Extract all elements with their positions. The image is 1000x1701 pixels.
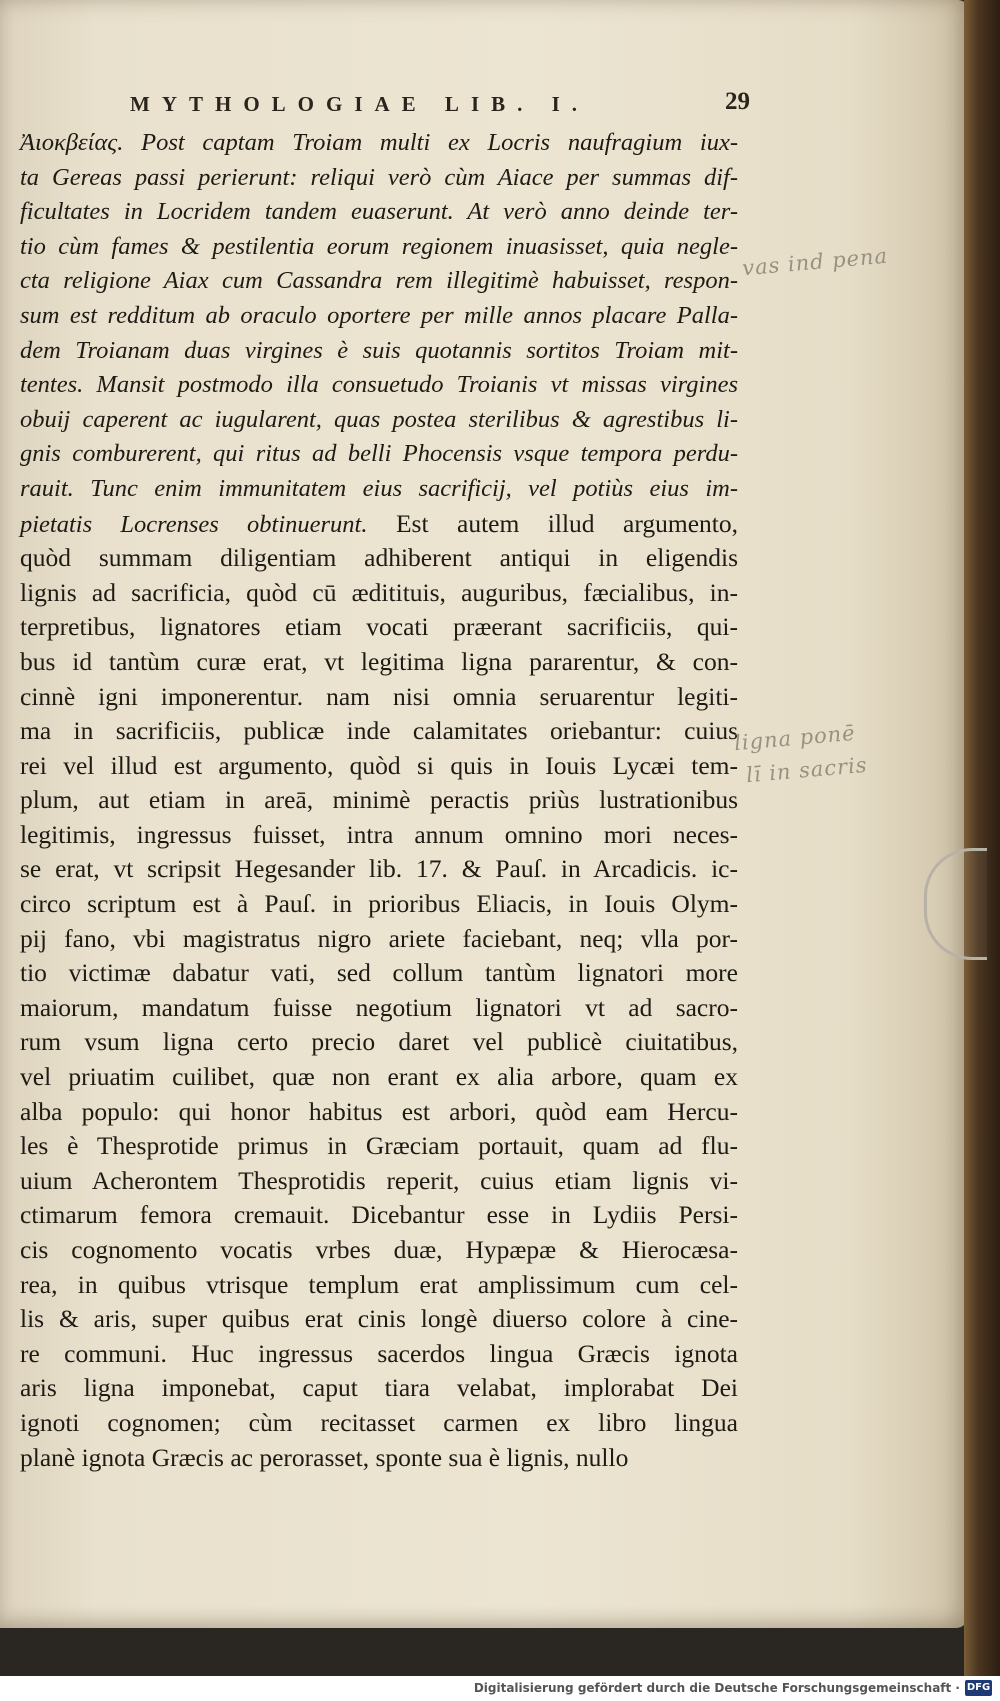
text-line: obuij caperent ac iugularent, quas postea sterilibus & agrestibus li-	[20, 405, 738, 433]
text-line: se erat, vt scripsit Hegesander lib. 17. & Pauſ. in Arcadicis. ic-	[20, 854, 738, 884]
text-line: cis cognomento vocatis vrbes duæ, Hypæpæ & Hierocæsa-	[20, 1235, 738, 1264]
text-line: tio cùm fames & pestilentia eorum regionem inuasisset, quia negle-	[20, 232, 738, 260]
page-number: 29	[725, 88, 750, 115]
text-line: rea, in quibus vtrisque templum erat amplissimum cum cel-	[20, 1269, 738, 1299]
text-line: legitimis, ingressus fuisset, intra annum omnino mori neces-	[20, 819, 738, 849]
text-line: tio victimæ dabatur vati, sed collum tantùm lignatori more	[20, 958, 738, 988]
text-line: ficultates in Locridem tandem euaserunt. At verò anno deinde ter-	[20, 198, 738, 226]
text-line: planè ignota Græcis ac perorasset, sponte sua è lignis, nullo	[20, 1442, 629, 1472]
text-line: aris ligna imponebat, caput tiara velabat, implorabat Dei	[20, 1373, 738, 1403]
text-line: ctimarum femora cremauit. Dicebantur esse in Lydiis Persi-	[20, 1200, 738, 1230]
text-line: terpretibus, lignatores etiam vocati præerant sacrificiis, qui-	[20, 612, 738, 642]
text-line: Ἀιοκβείας. Post captam Troiam multi ex Locris naufragium iux-	[20, 129, 738, 156]
text-line: bus id tantùm curæ erat, vt legitima ligna pararentur, & con-	[20, 646, 738, 676]
dfg-logo-icon: DFG	[965, 1680, 992, 1696]
text-line: cta religione Aiax cum Cassandra rem illegitimè habuisset, respon-	[20, 267, 738, 295]
running-head-title: MYTHOLOGIAE LIB. I.	[130, 92, 590, 116]
text-line: alba populo: qui honor habitus est arbori, quòd eam Hercu-	[20, 1096, 738, 1126]
text-line: re communi. Huc ingressus sacerdos lingua Græcis ignota	[20, 1338, 738, 1368]
body-text	[20, 126, 738, 1475]
text-line: pietatis Locrenses obtinuerunt. Est autem illud argumento,	[20, 508, 738, 538]
text-line: lis & aris, super quibus erat cinis longè diuerso colore à cine-	[20, 1304, 738, 1334]
marginal-note: ligna ponē	[733, 720, 857, 756]
text-line: gnis comburerent, qui ritus ad belli Phocensis vsque tempora perdu-	[20, 440, 738, 468]
marginal-note: vas ind pena	[741, 243, 889, 281]
text-line: quòd summam diligentiam adhiberent antiqui in eligendis	[20, 543, 738, 573]
text-line: cinnè igni imponerentur. nam nisi omnia seruarentur legiti-	[20, 681, 738, 711]
text-line: circo scriptum est à Pauſ. in prioribus Eliacis, in Iouis Olym-	[20, 889, 738, 919]
text-line: pij fano, vbi magistratus nigro ariete faciebant, neq; vlla por-	[20, 923, 738, 953]
running-head	[130, 86, 750, 126]
digitization-footer	[0, 1676, 1000, 1701]
text-line: sum est redditum ab oraculo oportere per mille annos placare Palla-	[20, 301, 738, 329]
text-line: ma in sacrificiis, publicæ inde calamitates oriebantur: cuius	[20, 716, 738, 746]
text-line: ta Gereas passi perierunt: reliqui verò cùm Aiace per summas dif-	[20, 163, 738, 191]
text-line: rauit. Tunc enim immunitatem eius sacrificij, vel potiùs eius im-	[20, 474, 738, 502]
text-line: ignoti cognomen; cùm recitasset carmen ex libro lingua	[20, 1407, 738, 1437]
text-line: vel priuatim cuilibet, quæ non erant ex alia arbore, quam ex	[20, 1062, 738, 1092]
text-line: plum, aut etiam in areā, minimè peractis priùs lustrationibus	[20, 785, 738, 815]
text-line: les è Thesprotide primus in Græciam portauit, quam ad flu-	[20, 1131, 738, 1161]
text-line: tentes. Mansit postmodo illa consuetudo Troianis vt missas virgines	[20, 371, 738, 399]
footer-credit: Digitalisierung gefördert durch die Deutsche Forschungsgemeinschaft ·	[473, 1681, 960, 1695]
text-line: uium Acherontem Thesprotidis reperit, cuius etiam lignis vi-	[20, 1165, 738, 1195]
marginal-note: lī in sacris	[745, 752, 869, 788]
text-line: dem Troianam duas virgines è suis quotannis sortitos Troiam mit-	[20, 336, 738, 364]
text-line: lignis ad sacrificia, quòd cū æditituis, auguribus, fæcialibus, in-	[20, 577, 738, 607]
text-line: maiorum, mandatum fuisse negotium lignatori vt ad sacro-	[20, 992, 738, 1022]
text-line: rei vel illud est argumento, quòd si quis in Iouis Lycæi tem-	[20, 750, 738, 780]
text-line: rum vsum ligna certo precio daret vel publicè ciuitatibus,	[20, 1027, 738, 1057]
